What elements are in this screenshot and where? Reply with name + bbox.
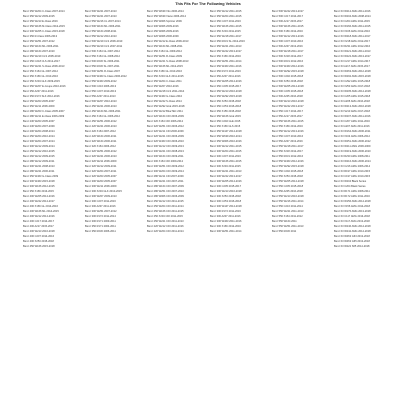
vehicle-item: Benz 300 W222 2013-2017	[210, 175, 242, 178]
vehicle-item: Benz 63 X166 AMG 2012-2016	[334, 30, 370, 33]
vehicle-item: Benz 220 W204 CDI 2011-2014	[147, 230, 184, 233]
vehicle-item: Benz 500 W219 CLS 2006-2010	[85, 40, 123, 43]
vehicle-item: Benz 350 W463 G-Class 2010	[147, 95, 183, 98]
vehicle-item: Benz 450 W164 ML 2006-2011	[85, 110, 121, 113]
vehicle-item: Benz 350 W204 C-Class 2007-2014	[23, 10, 65, 13]
vehicle-item: Benz 63 X117 AMG 2013-2018	[334, 220, 370, 223]
vehicle-item: Benz 500 C207 2013-2016	[272, 40, 304, 43]
vehicle-item: Benz 250 X204 CDI 2011-2015	[147, 215, 183, 218]
vehicle-item: Benz 63 W219 AMG 2006-2010	[334, 150, 371, 153]
vehicle-item: Benz 350 W166 ML 2012-2015	[147, 65, 183, 68]
vehicle-item: Benz 320 W463 CDI 2006-2010	[147, 140, 184, 143]
vehicle-item: Benz 300 W221 CDI 2008-2013	[147, 150, 184, 153]
vehicle-item: Benz 350 W639 2010-2014	[210, 135, 242, 138]
vehicle-item: Benz 300 X164 CDI 2009-2012	[147, 160, 184, 163]
vehicle-item: Benz 63 R197 AMG 2010-2015	[334, 170, 371, 173]
vehicle-item: Benz 300 W166 2012-2015	[23, 185, 55, 188]
vehicle-item: Benz 400 W205 2014-2016	[23, 195, 55, 198]
vehicle-item: Benz 63 A205 AMG 2016-2018	[334, 100, 370, 103]
vehicle-item: Benz 320 W204 2007-2011	[85, 170, 117, 173]
vehicle-item: Benz 550 X218 2012-2017	[272, 150, 303, 153]
vehicle-item: Benz 300 R172 2011-2014	[85, 215, 116, 218]
vehicle-item: Benz 350 W212 BlueTEC 2011	[147, 110, 183, 113]
vehicle-column	[334, 9, 394, 249]
vehicle-item: Benz 550 W222 2013-2017	[272, 105, 304, 108]
vehicle-column	[272, 9, 332, 234]
vehicle-item: Benz 350 X204 2011-2015	[210, 30, 241, 33]
vehicle-item: Benz 400 X253 2015-2018	[23, 240, 54, 243]
vehicle-item: Benz 63 W207 AMG 2011-2016	[334, 115, 371, 118]
vehicle-item: Benz 280 W164 2007-2010	[23, 50, 55, 53]
vehicle-item: Benz 300 W212 2011-2015	[210, 145, 242, 148]
vehicle-item: Benz 280 W211 CDI 2007-2009	[147, 175, 184, 178]
vehicle-item: Benz 350 W639 Vito 2006-2014	[147, 10, 184, 13]
vehicle-item: Benz 350 X166 2013-2015	[23, 190, 54, 193]
vehicle-item: Benz 320 W906 2006-2009	[147, 35, 179, 38]
vehicle-item: Benz 250 W221 CDI 2011-2013	[147, 220, 184, 223]
vehicle-item: Benz 230 W203 2005-2007	[23, 120, 55, 123]
vehicle-item: Benz 450 W221 2006-2013	[85, 105, 117, 108]
vehicle-item: Benz 200 W204 2008-2014	[23, 130, 55, 133]
vehicle-item: Benz 350 W221 S-Class 2006-2013	[23, 65, 65, 68]
vehicle-item: Benz 350 X164 GL 2007-2012	[23, 70, 58, 73]
vehicle-item: Benz 63 R230 AMG 2008-2011	[334, 155, 370, 158]
vehicle-item: Benz 280 W221 2006-2011	[23, 170, 55, 173]
vehicle-item: Benz 63 W222 AMG 2013-2017	[334, 55, 371, 58]
vehicle-item: Benz 63 W292 AMG 2015-2018	[334, 75, 371, 78]
vehicle-item: Benz 63 W463 AMG 2012-2018	[334, 70, 371, 73]
vehicle-item: Benz 420 W221 2006-2013	[85, 125, 117, 128]
vehicle-item: Benz 550 W205 2014-2018	[272, 180, 304, 183]
vehicle-item: Benz 300 W166 2011-2015	[210, 160, 242, 163]
vehicle-item: Benz 300 W205 C-Class 2015-2018	[23, 30, 65, 33]
vehicle-item: Benz 300 W212 2009-2014	[23, 145, 55, 148]
vehicle-item: Benz 350 X204 GLK 2009-2015	[23, 80, 60, 83]
vehicle-item: Benz 300 W221 2008-2013	[23, 165, 55, 168]
vehicle-item: Benz 550 C216 2011-2014	[272, 205, 303, 208]
vehicle-item: Benz 350 W292 2015-2018	[210, 95, 242, 98]
vehicle-item: Benz 350 W219 CLS 2005-2010	[23, 55, 61, 58]
vehicle-item: Benz 63 R172 AMG 2011-2016	[334, 195, 370, 198]
vehicle-item: Benz 350 W221 2011-2013	[210, 45, 242, 48]
vehicle-item: Benz 350 W205 2014-2016	[210, 80, 242, 83]
vehicle-item: Benz 350 W218 2011-2017	[210, 35, 242, 38]
vehicle-item: Benz 63 W216 AMG 2006-2014	[334, 160, 371, 163]
vehicle-item: Benz 450 W251 2006-2012	[85, 120, 117, 123]
vehicle-item: Benz 350 W213 E-Class 2016	[23, 20, 58, 23]
vehicle-item: Benz 300 W212 CDI 2009-2013	[147, 145, 184, 148]
vehicle-item: Benz 550 W251 2011-2013	[272, 225, 304, 228]
vehicle-item: Benz 300 W463 2011-2016	[210, 220, 242, 223]
vehicle-item: Benz 350 W166 GLE 2015	[210, 115, 241, 118]
vehicle-item: Benz 350 C218 CLS 2012-2017	[23, 60, 60, 63]
vehicle-item: Benz 350 W211 2006-2009	[23, 105, 55, 108]
vehicle-item: Benz 63 W205 AMG 2014-2018	[334, 90, 371, 93]
vehicle-item: Benz 550 X164 2011-2012	[272, 215, 303, 218]
vehicle-item: Benz 300 W204 2011-2015	[210, 150, 242, 153]
vehicle-item: Benz 550 W219 CLS 2007-2011	[85, 45, 123, 48]
vehicle-item: Benz 300 W211 2006-2009	[85, 185, 117, 188]
vehicle-item: Benz 500 C292 2015-2018	[272, 75, 304, 78]
vehicle-item: Benz 550 W166 2011-2015	[272, 120, 304, 123]
vehicle-item: Benz 63 C216 AMG 2006-2014	[334, 165, 371, 168]
vehicle-item: Benz 63 C207 AMG 2011-2016	[334, 120, 370, 123]
vehicle-item: Benz 550 C292 2015-2018	[272, 170, 304, 173]
vehicle-item: Benz 350 W906 Sprinter 2009	[147, 20, 182, 23]
vehicle-item: Benz 350 W166 2011-2015	[210, 25, 242, 28]
vehicle-item: Benz 300 W213 2016-2018	[210, 190, 242, 193]
vehicle-item: Benz 500 R231 2012-2016	[272, 60, 304, 63]
vehicle-item: Benz 230 W204 2007-2009	[23, 125, 55, 128]
vehicle-item: Benz 300 R172 2011-2016	[210, 210, 241, 213]
vehicle-item: Benz 550 X166 2012-2016	[272, 125, 303, 128]
vehicle-item: Benz 350 W164 ML 2006-2011	[23, 45, 59, 48]
vehicle-item: Benz 350 W218 CLS 2011-2014	[147, 90, 185, 93]
vehicle-item: Benz 63 W211 AMG 2006-2009	[334, 145, 371, 148]
vehicle-item: Benz 550 C207 2013-2016	[272, 135, 304, 138]
vehicle-item: Benz 500 W213 2016-2018	[272, 100, 304, 103]
vehicle-item: Benz 550 A205 2016-2018	[272, 190, 303, 193]
vehicle-item: Benz 500 W164 ML 2006-2011	[85, 25, 121, 28]
vehicle-item: Benz 550 A217 2015-2017	[272, 115, 303, 118]
vehicle-column	[147, 9, 207, 234]
vehicle-item: Benz 300 W164 CDI 2009-2011	[147, 155, 184, 158]
vehicle-item: Benz 350 X204 GLK 2011-2015	[147, 75, 184, 78]
vehicle-item: Benz 350 W204 2011-2015	[210, 15, 242, 18]
vehicle-item: Benz 300 W251 2007-2012	[85, 210, 117, 213]
vehicle-item: Benz 350 C205 2015-2017	[210, 85, 242, 88]
vehicle-item: Benz 350 W207 E-Coupe 2010-2016	[23, 85, 66, 88]
vehicle-item: Benz 350 W251 2011-2014	[210, 60, 242, 63]
vehicle-item: Benz 350 A207 2011-2016	[210, 75, 241, 78]
vehicle-item: Benz 500 W205 2014-2018	[272, 85, 304, 88]
vehicle-item: Benz 500 W207 2010-2013	[85, 100, 117, 103]
vehicle-item: Benz 400 W166 ML 2014-2015	[23, 210, 59, 213]
vehicle-item: Benz 550 C217 2014-2017	[272, 110, 304, 113]
vehicle-item: Benz 63 C204 Black Series	[334, 185, 366, 188]
vehicle-item: Benz 350 X156 2015-2018	[210, 110, 241, 113]
vehicle-item: Benz 300 W447 2014-2018	[210, 205, 242, 208]
vehicle-item: Benz 63 R231 AMG 2012-2016	[334, 45, 371, 48]
vehicle-item: Benz 63 W166 AMG 2011-2015	[334, 25, 371, 28]
vehicle-item: Benz 63 W156 AMG 2014-2018	[334, 200, 371, 203]
vehicle-item: Benz 550 R230 2011	[272, 230, 297, 233]
vehicle-item: Benz 350 W212 2009-2015	[23, 15, 55, 18]
vehicle-item: Benz 63 A207 AMG 2011-2016	[334, 125, 370, 128]
vehicle-item: Benz 350 W213 2016-2018	[210, 90, 242, 93]
vehicle-item: Benz 500 W292 2015-2018	[272, 70, 304, 73]
vehicle-item: Benz 550 W164 2008-2011	[85, 30, 117, 33]
vehicle-item: Benz 300 X166 2012-2016	[210, 225, 241, 228]
vehicle-item: Benz 63 W204 Black Series	[334, 180, 367, 183]
vehicle-item: Benz 280 W906 CDI 2006-2009	[147, 195, 184, 198]
page-title: This Fits For The Following Vehicles	[175, 2, 241, 6]
vehicle-item: Benz 320 W251 CDI 2006-2012	[147, 125, 184, 128]
vehicle-item: Benz 63 W463 G63 2013-2018	[334, 235, 370, 238]
vehicle-item: Benz 420 W164 2006-2011	[85, 135, 117, 138]
vehicle-item: Benz 300 W221 2011-2013	[210, 170, 242, 173]
vehicle-item: Benz 63 C204 AMG 2011-2015	[334, 20, 370, 23]
vehicle-item: Benz 550 A207 2013-2016	[272, 140, 303, 143]
vehicle-item: Benz 500 X253 2015-2018	[272, 80, 303, 83]
vehicle-item: Benz 280 W251 CDI 2007-2010	[147, 190, 184, 193]
vehicle-item: Benz 320 W251 2006-2012	[85, 150, 117, 153]
vehicle-item: Benz 500 W251 R-Class 2007	[85, 70, 120, 73]
vehicle-item: Benz 500 W463 G-Class 2006-2012	[85, 75, 127, 78]
vehicle-item: Benz 350 R171 2004-2011	[85, 225, 116, 228]
vehicle-item: Benz 300 W205 2014-2016	[210, 180, 242, 183]
vehicle-item: Benz 500 C217 2014-2017	[272, 15, 304, 18]
vehicle-item: Benz 300 W207 2009-2013	[85, 195, 117, 198]
vehicle-item: Benz 550 X253 2015-2018	[272, 175, 303, 178]
vehicle-item: Benz 63 W242 AMG 2014-2018	[334, 230, 371, 233]
vehicle-item: Benz 550 A207 2011-2013	[85, 95, 116, 98]
vehicle-item: Benz 400 W222 2014-2017	[23, 200, 55, 203]
vehicle-item: Benz 220 W212 CDI 2011-2016	[147, 225, 184, 228]
vehicle-item: Benz 550 W164 2011	[272, 220, 297, 223]
vehicle-item: Benz 300 C253 2016-2018	[210, 200, 242, 203]
vehicle-column	[210, 9, 270, 234]
vehicle-item: Benz 350 R172 SLK 2012-2016	[23, 95, 60, 98]
vehicle-item: Benz 550 W216 CL 2007-2014	[85, 20, 121, 23]
vehicle-item: Benz 63 W251 AMG 2006-2012	[334, 140, 371, 143]
vehicle-item: Benz 320 W164 2006-2011	[85, 140, 117, 143]
vehicle-item: Benz 350 X166 GLS 2015	[210, 125, 241, 128]
vehicle-item: Benz 300 W203 2005-2007	[85, 180, 117, 183]
vehicle-item: Benz 63 X164 AMG 2006-2012	[334, 135, 370, 138]
vehicle-item: Benz 300 W204 CDI 2009-2014	[147, 170, 184, 173]
vehicle-item: Benz 300 A207 2011-2016	[85, 205, 116, 208]
vehicle-item: Benz 300 W463 2015-2018	[23, 180, 55, 183]
vehicle-item: Benz 500 A205 2016-2018	[272, 95, 303, 98]
vehicle-item: Benz 350 W221 S-Class 2008-2013	[147, 60, 189, 63]
vehicle-item: Benz 350 W212 2011-2015	[210, 10, 242, 13]
vehicle-item: Benz 280 W211 E-Class 2006-2009	[23, 115, 65, 118]
vehicle-item: Benz 500 A207 2013-2016	[272, 45, 303, 48]
vehicle-item: Benz 300 W906 2009-2016	[147, 25, 179, 28]
vehicle-item: Benz 320 X164 2006-2012	[85, 145, 116, 148]
vehicle-item: Benz 300 X204 2011-2015	[210, 165, 241, 168]
vehicle-item: Benz 300 C207 2011-2016	[85, 200, 116, 203]
vehicle-item: Benz 320 W221 CDI 2006-2009	[147, 135, 184, 138]
vehicle-item: Benz 500 C205 2015-2018	[272, 90, 304, 93]
vehicle-item: Benz 350 W906 2010-2016	[210, 140, 242, 143]
vehicle-item: Benz 500 C216 2006-2013	[85, 85, 117, 88]
vehicle-item: Benz 350 W222 2013-2017	[210, 50, 242, 53]
vehicle-item: Benz 63 A217 AMG 2015-2017	[334, 65, 370, 68]
vehicle-item: Benz 63 X218 AMG 2012-2017	[334, 40, 370, 43]
vehicle-item: Benz 350 W203 2005-2007	[23, 100, 55, 103]
vehicle-item: Benz 550 X164 GL 2008-2012	[85, 55, 120, 58]
vehicle-item: Benz 300 W251 2011-2014	[210, 230, 242, 233]
vehicle-item: Benz 350 W463 2011-2016	[210, 65, 242, 68]
vehicle-item: Benz 63 C197 AMG 2010-2015	[334, 175, 371, 178]
vehicle-item: Benz 63 C205 AMG 2015-2018	[334, 95, 371, 98]
vehicle-item: Benz 63 X156 AMG 2014-2018	[334, 205, 370, 208]
vehicle-item: Benz 350 W204 C-Class 2011	[147, 80, 182, 83]
vehicle-column	[23, 9, 83, 249]
vehicle-item: Benz 300 C205 2015-2017	[210, 185, 242, 188]
vehicle-item: Benz 500 X164 GL 2007-2012	[85, 50, 120, 53]
vehicle-item: Benz 350 X253 2015-2018	[210, 100, 241, 103]
vehicle-item: Benz 550 W221 2011-2013	[272, 210, 304, 213]
vehicle-item: Benz 63 W204 AMG 2008-2014	[334, 15, 371, 18]
vehicle-item: Benz 350 R231 SL 2012-2016	[210, 40, 245, 43]
vehicle-item: Benz 350 W212 E-Class 2009-2013	[147, 40, 189, 43]
vehicle-item: Benz 250 W204 CDI 2011-2014	[147, 205, 184, 208]
vehicle-item: Benz 550 W212 2010-2013	[85, 35, 117, 38]
vehicle-item: Benz 250 W166 CDI 2011-2015	[147, 210, 184, 213]
vehicle-item: Benz 400 W213 2016-2018	[23, 230, 55, 233]
vehicle-item: Benz 550 W218 2011-2017	[272, 145, 304, 148]
vehicle-item: Benz 350 W166 M-Class 2012-2015	[23, 25, 65, 28]
vehicle-item: Benz 500 W222 2013-2017	[272, 10, 304, 13]
vehicle-item: Benz 400 C207 2014-2016	[23, 235, 55, 238]
vehicle-item: Benz 550 W463 2012-2016	[272, 160, 304, 163]
vehicle-item: Benz 400 W212 2014-2016	[23, 215, 55, 218]
vehicle-item: Benz 350 W639 Viano 2006-2014	[147, 15, 186, 18]
vehicle-list	[23, 9, 395, 269]
vehicle-item: Benz 63 W164 AMG 2006-2011	[334, 130, 371, 133]
vehicle-item: Benz 300 C207 2011-2016	[210, 155, 241, 158]
vehicle-item: Benz 350 X166 2012-2016	[210, 55, 241, 58]
vehicle-item: Benz 500 W463 2012-2016	[272, 65, 304, 68]
vehicle-item: Benz 250 W906 2009-2016	[147, 30, 179, 33]
vehicle-item: Benz 350 X166 GL 2013-2016	[147, 70, 182, 73]
vehicle-item: Benz 320 W203 2005-2007	[85, 175, 117, 178]
vehicle-item: Benz 550 W292 2015-2018	[272, 165, 304, 168]
vehicle-item: Benz 350 R230 2006-2011	[85, 230, 116, 233]
vehicle-item: Benz 350 X164 GL 2009-2012	[147, 50, 182, 53]
vehicle-item: Benz 63 W213 AMG 2016-2018	[334, 105, 371, 108]
vehicle-item: Benz 400 A217 2015-2017	[23, 225, 54, 228]
vehicle-item: Benz 350 W222 S-Class 2014	[147, 100, 182, 103]
vehicle-item: Benz 350 C207 2011-2016	[210, 20, 241, 23]
vehicle-item: Benz 63 C117 AMG 2013-2018	[334, 215, 370, 218]
vehicle-item: Benz 350 X166 GL 2013-2016	[23, 75, 58, 78]
vehicle-item: Benz 550 W213 2016-2018	[272, 195, 304, 198]
vehicle-item: Benz 350 W447 2014-2018	[210, 130, 242, 133]
vehicle-item: Benz 350 R172 2011-2016	[210, 70, 241, 73]
vehicle-item: Benz 500 W166 2011-2015	[272, 25, 304, 28]
vehicle-item: Benz 350 A207 2011-2016	[23, 90, 54, 93]
vehicle-item: Benz 280 W212 2009-2011	[23, 160, 55, 163]
vehicle-item: Benz 300 X253 2015-2018	[210, 195, 241, 198]
vehicle-item: Benz 63 W212 AMG 2011-2016	[334, 10, 371, 13]
vehicle-item: Benz 300 W251 CDI 2009-2012	[147, 165, 184, 168]
vehicle-item: Benz 450 X164 GL 2006-2012	[85, 115, 120, 118]
vehicle-item: Benz 250 W212 CDI 2011-2015	[147, 200, 184, 203]
vehicle-item: Benz 320 W211 2006-2009	[85, 160, 117, 163]
vehicle-item: Benz 500 A217 2015-2017	[272, 20, 303, 23]
vehicle-item: Benz 550 W216 2011-2014	[272, 200, 304, 203]
vehicle-item: Benz 350 R-Class 2006-2013	[23, 35, 58, 38]
vehicle-item: Benz 350 W292 GLE 2015-2018	[147, 105, 185, 108]
vehicle-item: Benz 63 W218 AMG 2011-2017	[334, 35, 371, 38]
vehicle-item: Benz 63 X253 AMG 2017-2018	[334, 85, 370, 88]
vehicle-item: Benz 260 W212 2009-2015	[23, 155, 55, 158]
vehicle-item: Benz 550 C205 2015-2018	[272, 185, 304, 188]
vehicle-item: Benz 63 W463 G65 2013-2018	[334, 240, 370, 243]
vehicle-item: Benz 500 X218 2012-2017	[272, 55, 303, 58]
vehicle-item: Benz 550 W221 2007-2013	[85, 15, 117, 18]
vehicle-item: Benz 63 C217 AMG 2014-2017	[334, 60, 371, 63]
vehicle-item: Benz 320 X164 CDI 2006-2012	[147, 120, 184, 123]
vehicle-item: Benz 63 C292 AMG 2015-2018	[334, 80, 371, 83]
vehicle-item: Benz 63 R171 AMG 2008-2011	[334, 190, 370, 193]
vehicle-item: Benz 250 W212 2010-2015	[23, 150, 55, 153]
vehicle-item: Benz 350 W463 G-Class 2009	[23, 175, 59, 178]
vehicle-item: Benz 500 W218 2011-2017	[272, 50, 304, 53]
vehicle-item: Benz 250 W204 2010-2014	[23, 135, 55, 138]
vehicle-item: Benz 350 W164 ML 2008-2011	[147, 45, 183, 48]
vehicle-item: Benz 300 R171 2009-2011	[85, 220, 116, 223]
vehicle-item: Benz 350 W251 2007-2012	[23, 40, 55, 43]
vehicle-item: Benz 500 X166 2012-2016	[272, 30, 303, 33]
vehicle-item: Benz 350 C253 2016-2018	[210, 105, 242, 108]
vehicle-column	[85, 9, 145, 234]
vehicle-item: Benz 550 C207 2010-2013	[85, 90, 117, 93]
vehicle-item: Benz 63 W176 AMG 2013-2018	[334, 210, 371, 213]
vehicle-item: Benz 300 X204 GLK 2010-2015	[85, 190, 122, 193]
vehicle-item: Benz 400 X166 GL 2014-2016	[23, 205, 58, 208]
vehicle-item: Benz 550 W212 2013-2016	[272, 130, 304, 133]
vehicle-item: Benz 63 W221 AMG 2011-2013	[334, 50, 371, 53]
vehicle-item: Benz 350 W207 2010-2016	[147, 85, 179, 88]
vehicle-item: Benz 350 W251 R-Class 2009	[147, 55, 182, 58]
vehicle-item: Benz 550 W463 2009-2012	[85, 80, 117, 83]
vehicle-item: Benz 500 W212 2013-2016	[272, 35, 304, 38]
vehicle-item: Benz 320 W211 CDI 2006-2009	[147, 130, 184, 133]
vehicle-item: Benz 280 W203 C-Class 2005-2007	[23, 110, 65, 113]
vehicle-item: Benz 500 R230 SL 2006-2011	[85, 60, 120, 63]
vehicle-item: Benz 63 W222 S65 2014-2018	[334, 245, 370, 248]
vehicle-item: Benz 300 W204 2007-2014	[23, 140, 55, 143]
vehicle-item: Benz 63 S213 AMG 2017-2018	[334, 110, 370, 113]
vehicle-item: Benz 320 W164 CDI 2006-2009	[147, 115, 184, 118]
vehicle-item: Benz 320 W221 2006-2013	[85, 155, 117, 158]
vehicle-item: Benz 400 C217 2014-2017	[23, 220, 55, 223]
vehicle-item: Benz 280 W221 CDI 2007-2011	[147, 180, 184, 183]
vehicle-item: Benz 450 W166 2015-2018	[23, 245, 55, 248]
vehicle-item: Benz 300 A207 2011-2016	[210, 215, 241, 218]
vehicle-item: Benz 63 W246 AMG 2014-2018	[334, 225, 371, 228]
vehicle-item: Benz 350 C292 GLE 2015	[210, 120, 241, 123]
vehicle-item: Benz 550 R231 2012-2016	[272, 155, 304, 158]
vehicle-item: Benz 320 W212 2009-2011	[85, 165, 117, 168]
vehicle-item: Benz 500 W221 2007-2013	[85, 10, 117, 13]
vehicle-item: Benz 550 R230 SL 2007-2011	[85, 65, 120, 68]
vehicle-item: Benz 280 W164 CDI 2007-2009	[147, 185, 184, 188]
vehicle-item: Benz 420 X164 2007-2012	[85, 130, 116, 133]
